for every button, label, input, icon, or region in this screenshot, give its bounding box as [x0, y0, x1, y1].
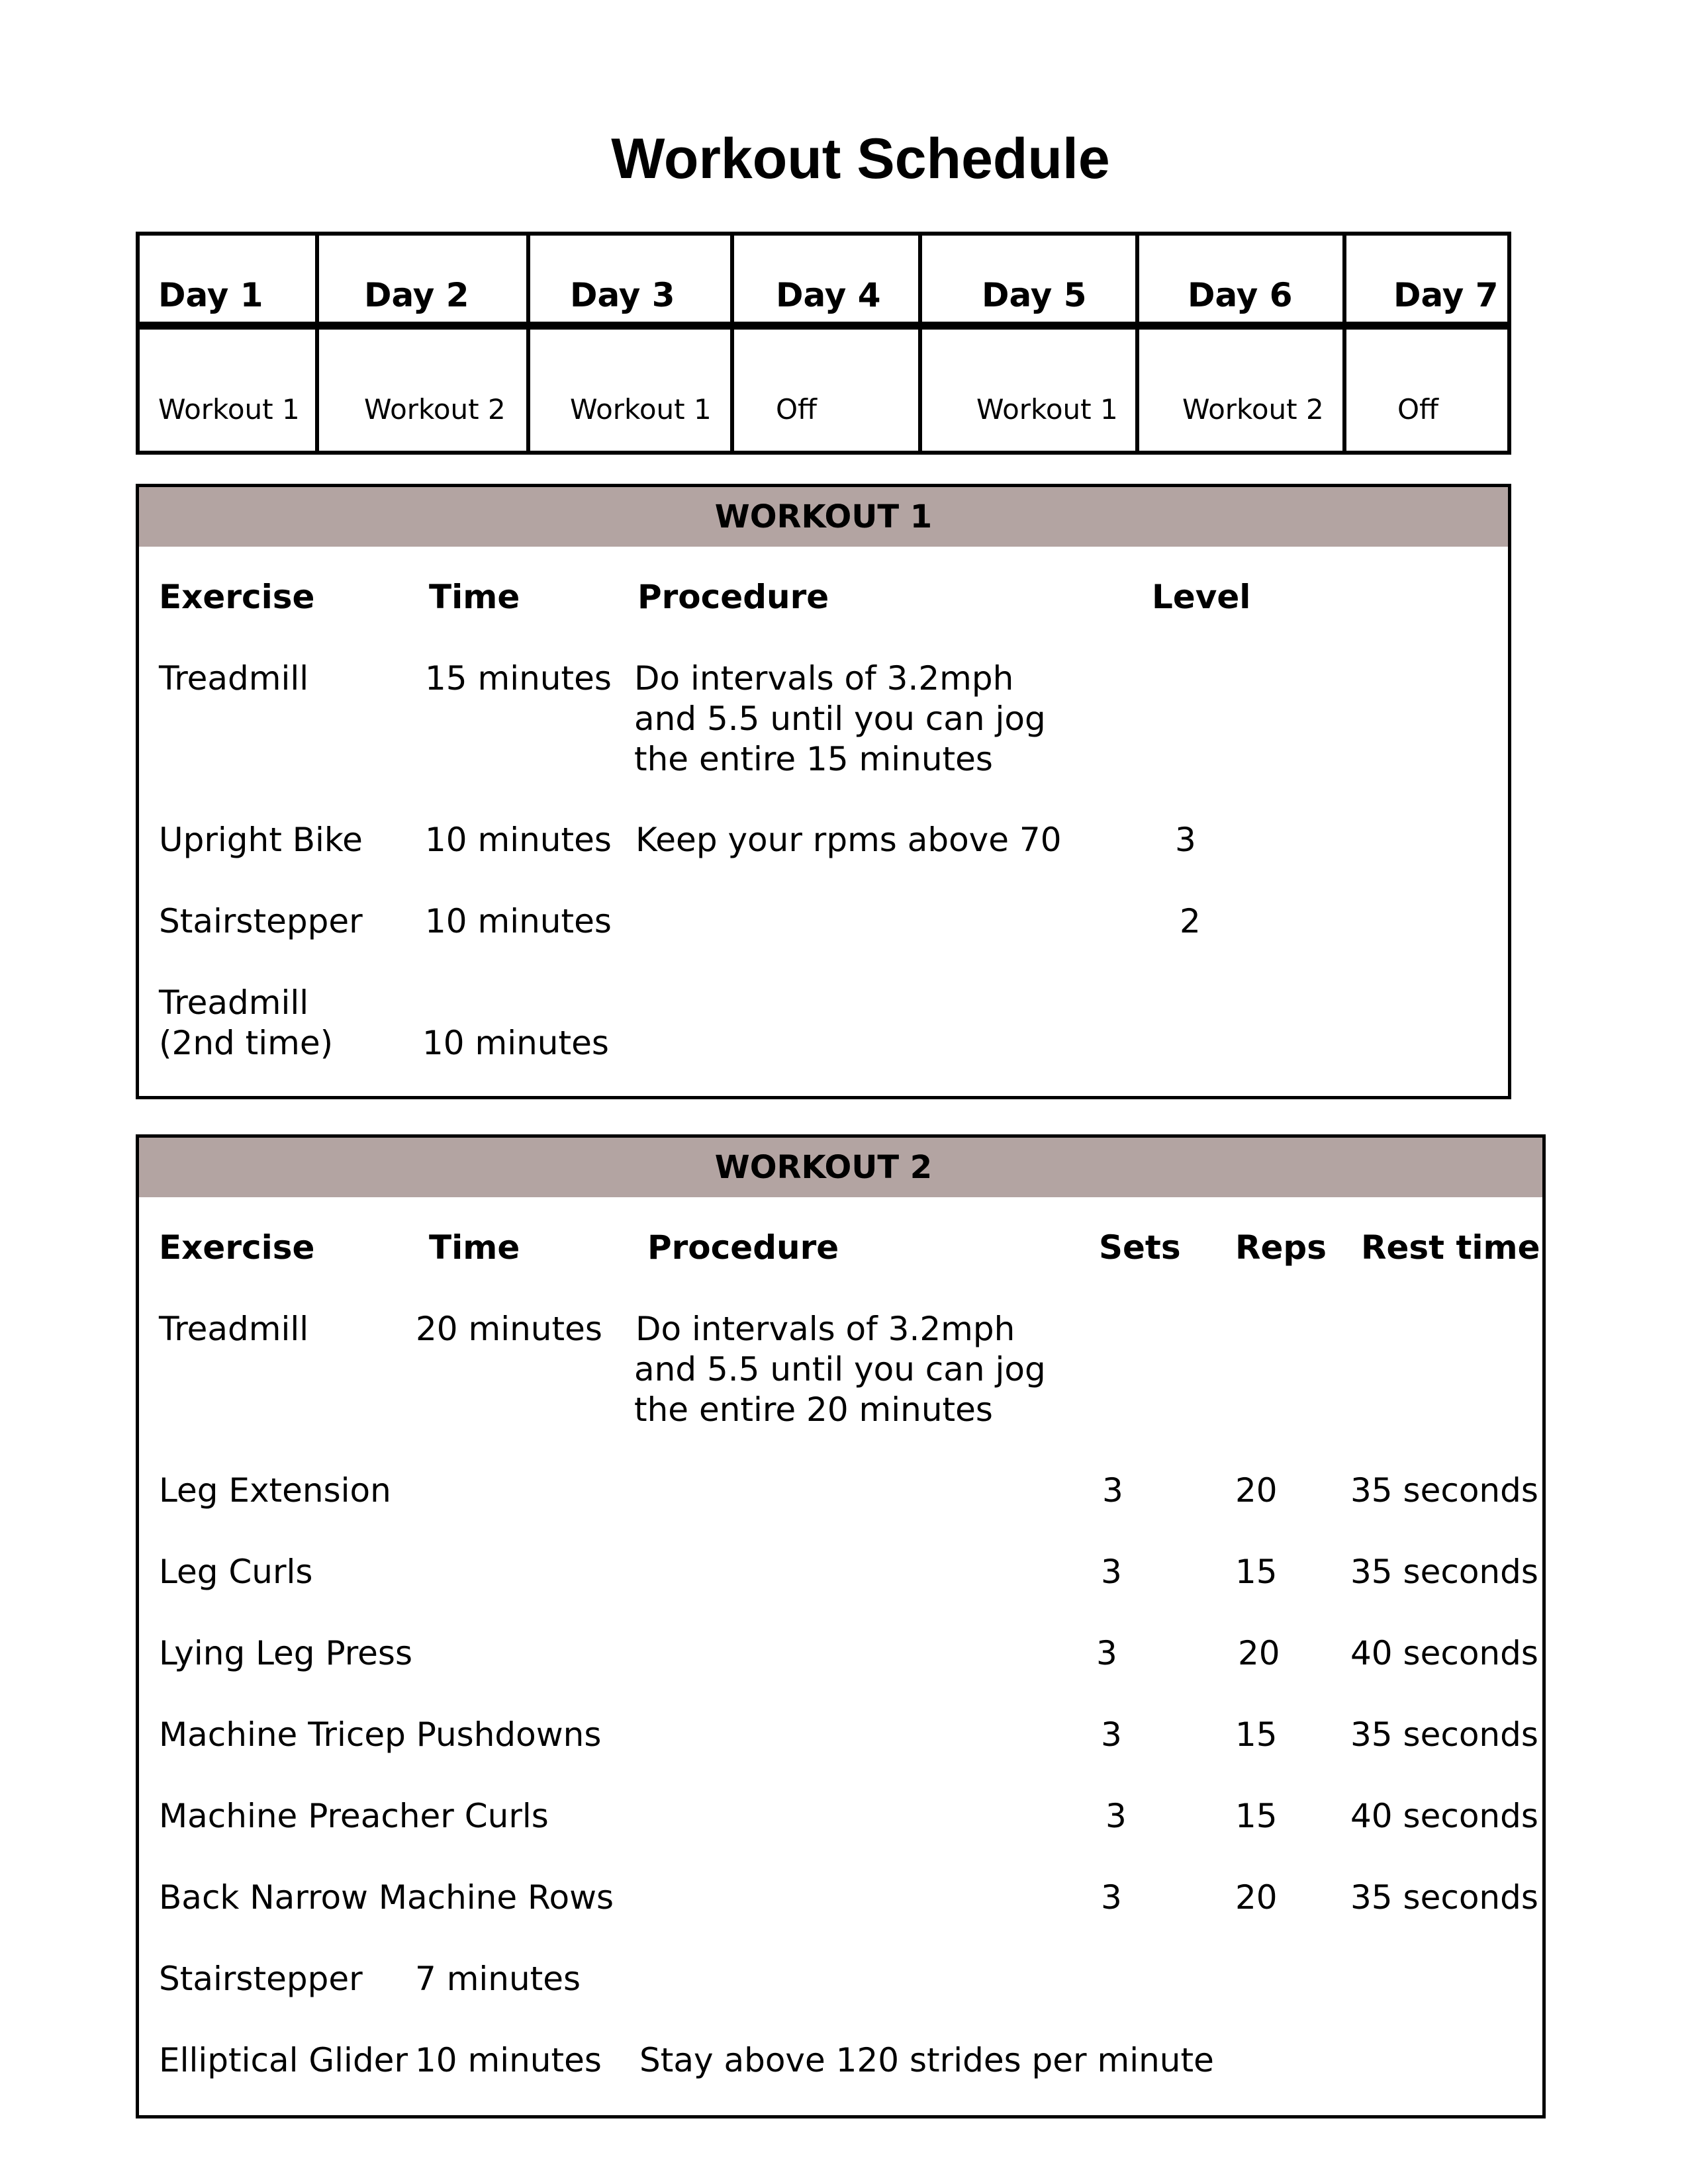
time-cell: 10 minutes	[425, 902, 612, 940]
rest-time-cell: 40 seconds	[1350, 1797, 1538, 1835]
exercise-cell: Leg Curls	[159, 1553, 313, 1591]
time-cell: 10 minutes	[422, 1024, 609, 1062]
exercise-cell: Treadmill	[159, 1310, 309, 1348]
time-cell: 15 minutes	[425, 659, 612, 698]
exercise-cell: Machine Tricep Pushdowns	[159, 1715, 602, 1754]
exercise-cell: Upright Bike	[159, 821, 363, 859]
time-cell: 10 minutes	[425, 821, 612, 859]
sets-cell: 3	[1101, 1878, 1122, 1917]
day-2-label: Day 2	[364, 276, 469, 314]
col-header-time: Time	[429, 578, 520, 616]
reps-cell: 20	[1235, 1471, 1278, 1510]
sets-cell: 3	[1101, 1553, 1122, 1591]
reps-cell: 20	[1238, 1634, 1280, 1672]
exercise-cell: Machine Preacher Curls	[159, 1797, 549, 1835]
column-divider	[730, 236, 734, 451]
sets-cell: 3	[1105, 1797, 1127, 1835]
exercise-cell: Treadmill	[159, 659, 309, 698]
col-header-level: Level	[1152, 578, 1251, 616]
rest-time-cell: 35 seconds	[1350, 1715, 1538, 1754]
workout-1-table	[136, 484, 1511, 1099]
column-divider	[918, 236, 922, 451]
col-header-reps: Reps	[1235, 1228, 1327, 1267]
day-4-label: Day 4	[776, 276, 881, 314]
procedure-line: Do intervals of 3.2mph	[634, 659, 1014, 698]
workout-1-header-band	[139, 487, 1508, 547]
level-cell: 3	[1175, 821, 1196, 859]
col-header-exercise: Exercise	[159, 578, 315, 616]
rest-time-cell: 40 seconds	[1350, 1634, 1538, 1672]
rest-time-cell: 35 seconds	[1350, 1878, 1538, 1917]
procedure-line: Stay above 120 strides per minute	[639, 2041, 1214, 2079]
reps-cell: 15	[1235, 1715, 1278, 1754]
day-4-value: Off	[776, 393, 817, 426]
col-header-procedure: Procedure	[637, 578, 829, 616]
workout-2-header-band	[139, 1138, 1542, 1197]
exercise-cell: Stairstepper	[159, 902, 363, 940]
weekly-schedule-table	[136, 232, 1511, 455]
column-divider	[526, 236, 530, 451]
reps-cell: 15	[1235, 1797, 1278, 1835]
day-1-value: Workout 1	[158, 393, 300, 426]
exercise-cell: Treadmill	[159, 983, 309, 1022]
rest-time-cell: 35 seconds	[1350, 1553, 1538, 1591]
procedure-line: and 5.5 until you can jog	[634, 1350, 1046, 1388]
day-3-label: Day 3	[570, 276, 675, 314]
col-header-sets: Sets	[1099, 1228, 1181, 1267]
column-divider	[1342, 236, 1346, 451]
column-divider	[315, 236, 319, 451]
day-7-label: Day 7	[1393, 276, 1499, 314]
day-6-label: Day 6	[1188, 276, 1293, 314]
page-title: Workout Schedule	[611, 127, 1110, 191]
exercise-cell: Lying Leg Press	[159, 1634, 413, 1672]
sets-cell: 3	[1102, 1471, 1123, 1510]
time-cell: 7 minutes	[415, 1960, 581, 1998]
column-divider	[1135, 236, 1139, 451]
reps-cell: 20	[1235, 1878, 1278, 1917]
col-header-rest-time: Rest time	[1361, 1228, 1540, 1267]
procedure-line: and 5.5 until you can jog	[634, 700, 1046, 738]
exercise-cell: Stairstepper	[159, 1960, 363, 1998]
level-cell: 2	[1180, 902, 1201, 940]
exercise-cell: Leg Extension	[159, 1471, 391, 1510]
time-cell: 10 minutes	[415, 2041, 602, 2079]
workout-2-table	[136, 1134, 1546, 2118]
day-1-label: Day 1	[158, 276, 263, 314]
procedure-line: Keep your rpms above 70	[635, 821, 1062, 859]
time-cell: 20 minutes	[416, 1310, 602, 1348]
sets-cell: 3	[1101, 1715, 1122, 1754]
exercise-cell: Back Narrow Machine Rows	[159, 1878, 614, 1917]
day-5-label: Day 5	[982, 276, 1087, 314]
exercise-cell: Elliptical Glider	[159, 2041, 408, 2079]
day-6-value: Workout 2	[1182, 393, 1324, 426]
day-7-value: Off	[1397, 393, 1438, 426]
procedure-line: Do intervals of 3.2mph	[635, 1310, 1015, 1348]
procedure-line: the entire 20 minutes	[634, 1390, 993, 1429]
reps-cell: 15	[1235, 1553, 1278, 1591]
col-header-time: Time	[429, 1228, 520, 1267]
col-header-procedure: Procedure	[647, 1228, 839, 1267]
workout-2-title: WORKOUT 2	[714, 1149, 933, 1186]
sets-cell: 3	[1096, 1634, 1117, 1672]
day-2-value: Workout 2	[364, 393, 506, 426]
header-divider	[140, 322, 1507, 330]
exercise-cell: (2nd time)	[159, 1024, 334, 1062]
col-header-exercise: Exercise	[159, 1228, 315, 1267]
workout-1-title: WORKOUT 1	[714, 498, 933, 535]
procedure-line: the entire 15 minutes	[634, 740, 993, 778]
day-3-value: Workout 1	[570, 393, 712, 426]
day-5-value: Workout 1	[976, 393, 1118, 426]
rest-time-cell: 35 seconds	[1350, 1471, 1538, 1510]
